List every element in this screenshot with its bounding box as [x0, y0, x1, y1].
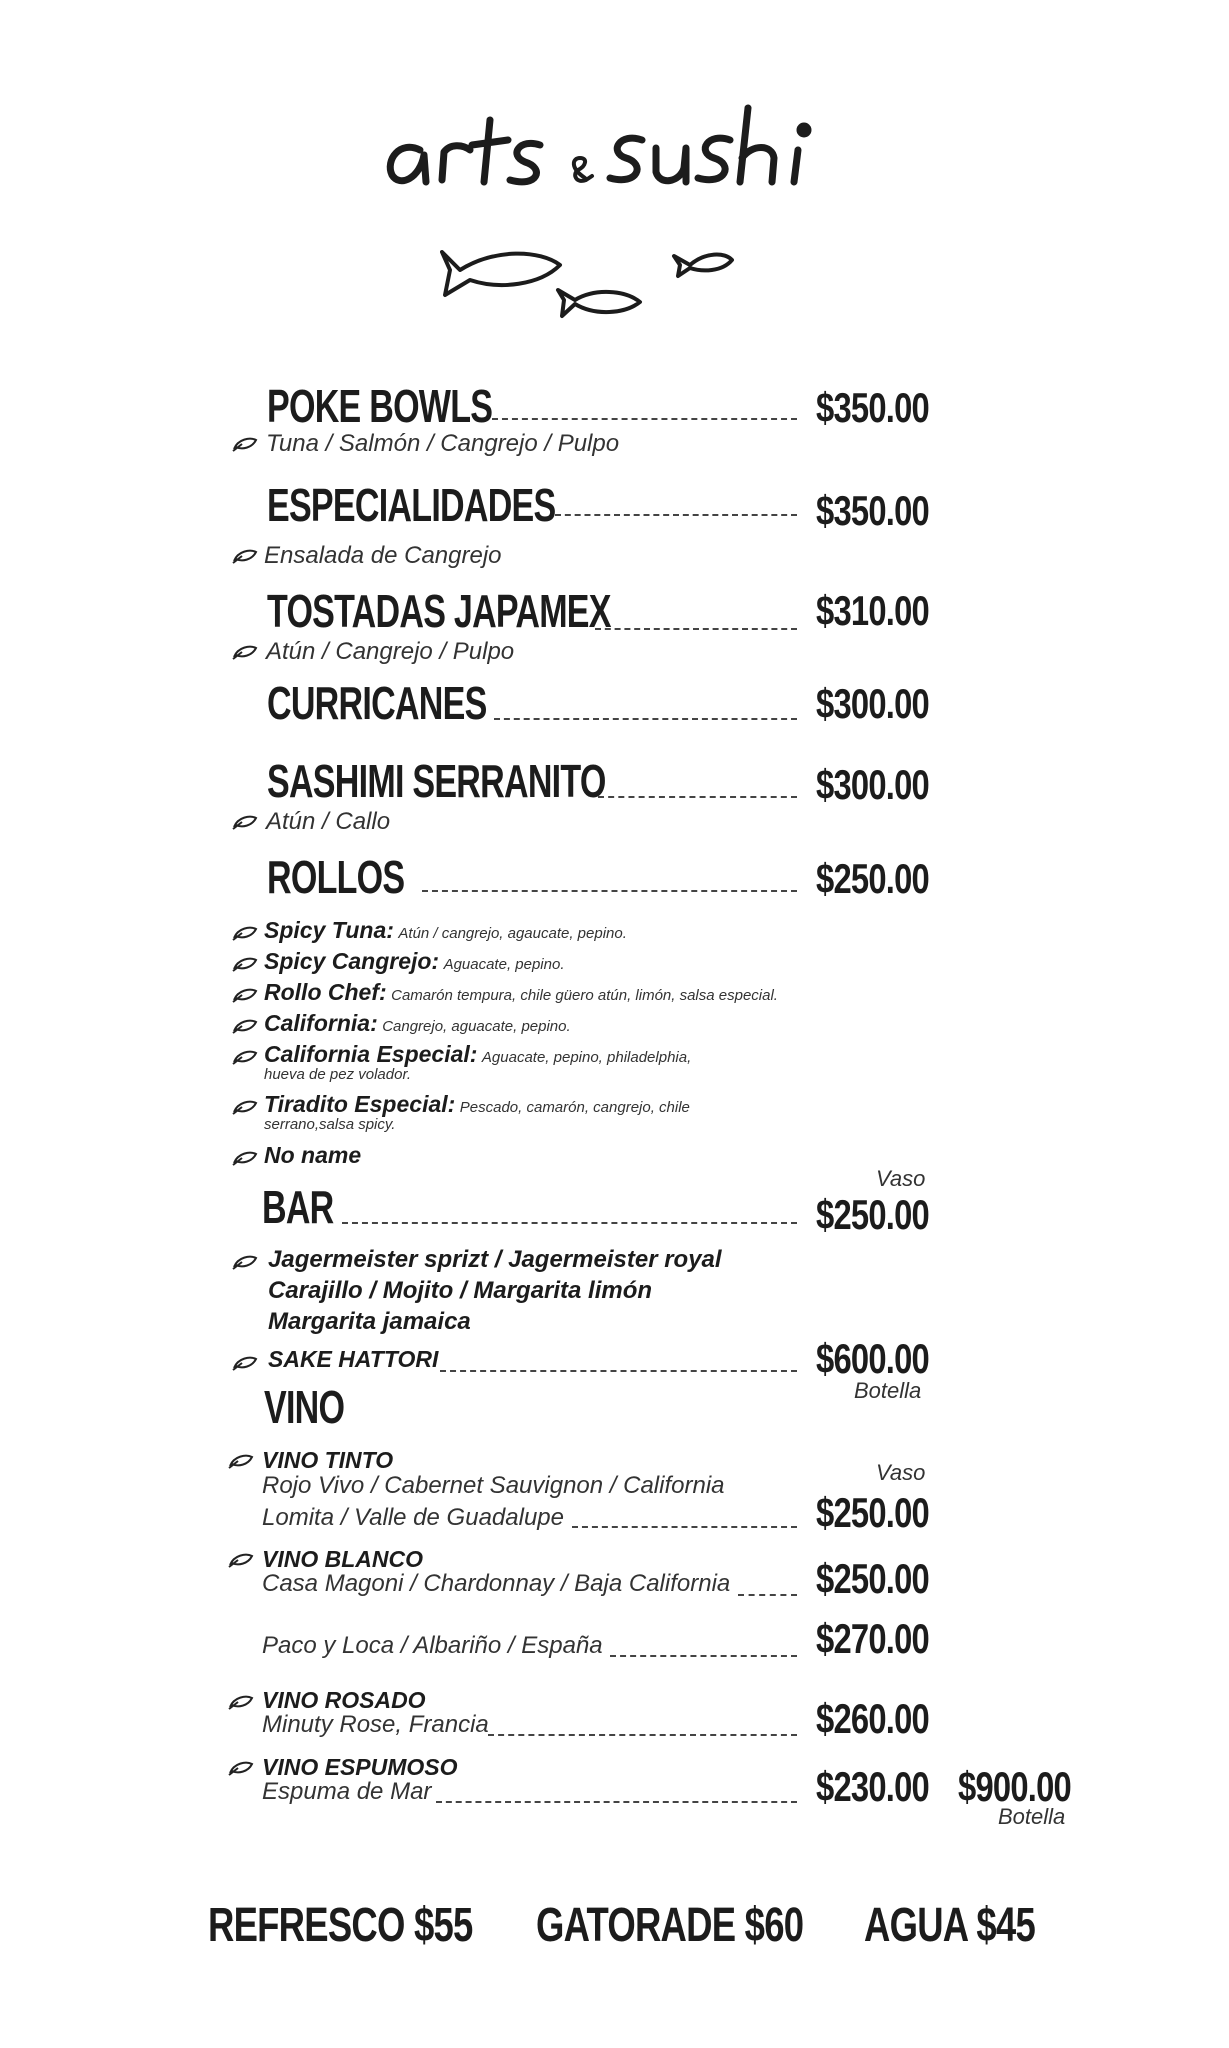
dot-leader: [342, 1222, 797, 1224]
leaf-icon: [232, 548, 258, 564]
vino-blanco-label: VINO BLANCO: [262, 1546, 423, 1572]
leaf-icon: [228, 1694, 254, 1710]
poke-bowls-options: Tuna / Salmón / Cangrejo / Pulpo: [266, 430, 620, 457]
vino-blanco-line: Paco y Loca / Albariño / España: [262, 1632, 603, 1659]
agua-price: AGUA $45: [864, 1899, 1035, 1952]
category-especialidades: ESPECIALIDADES: [267, 479, 556, 531]
leaf-icon: [232, 1099, 258, 1115]
rollo-item: Rollo Chef: Camarón tempura, chile güero atún, limón, salsa especial.: [264, 979, 778, 1005]
vino-rosado-line: Minuty Rose, Francia: [262, 1711, 489, 1738]
bar-drinks-line: Jagermeister sprizt / Jagermeister royal: [268, 1246, 722, 1273]
price-bar: $250.00: [816, 1191, 929, 1238]
rollo-item: California Especial: Aguacate, pepino, philadelphia, hueva de pez volador.: [264, 1041, 692, 1083]
category-bar: BAR: [262, 1181, 334, 1233]
price-sake: $600.00: [816, 1335, 929, 1382]
category-poke-bowls: POKE BOWLS: [267, 380, 493, 432]
leaf-icon: [232, 1355, 258, 1371]
fish-illustration: [440, 240, 760, 340]
dot-leader: [738, 1594, 797, 1596]
leaf-icon: [232, 956, 258, 972]
price-vino-blanco-2: $270.00: [816, 1615, 929, 1662]
sashimi-options: Atún / Callo: [266, 808, 391, 835]
leaf-icon: [232, 925, 258, 941]
category-vino: VINO: [264, 1381, 345, 1433]
dot-leader: [492, 418, 797, 420]
arts-and-sushi-logo: [380, 100, 850, 210]
leaf-icon: [232, 1150, 258, 1166]
dot-leader: [610, 1655, 797, 1657]
dot-leader: [555, 514, 797, 516]
vino-espumoso-label: VINO ESPUMOSO: [262, 1754, 458, 1780]
leaf-icon: [228, 1760, 254, 1776]
sake-botella-note: Botella: [854, 1378, 922, 1403]
sake-hattori: SAKE HATTORI: [268, 1346, 439, 1372]
dot-leader: [422, 890, 797, 892]
rollo-item: No name: [264, 1142, 362, 1168]
vino-tinto-label: VINO TINTO: [262, 1447, 394, 1473]
price-curricanes: $300.00: [816, 680, 929, 727]
refresco-price: REFRESCO $55: [208, 1899, 473, 1952]
rollo-item: Spicy Cangrejo: Aguacate, pepino.: [264, 948, 565, 974]
price-vino-espumoso-botella: $900.00: [958, 1763, 1071, 1810]
rollo-item: California: Cangrejo, aguacate, pepino.: [264, 1010, 571, 1036]
dot-leader: [436, 1801, 797, 1803]
dot-leader: [488, 1734, 797, 1736]
rollo-item: Tiradito Especial: Pescado, camarón, cangrejo, chile serrano,salsa spicy.: [264, 1091, 690, 1133]
dot-leader: [494, 718, 797, 720]
price-vino-espumoso: $230.00: [816, 1763, 929, 1810]
price-vino-tinto: $250.00: [816, 1489, 929, 1536]
leaf-icon: [232, 644, 258, 660]
leaf-icon: [232, 436, 258, 452]
price-poke-bowls: $350.00: [816, 384, 929, 431]
category-curricanes: CURRICANES: [267, 677, 487, 729]
vino-espumoso-line: Espuma de Mar: [262, 1778, 432, 1805]
bar-vaso-note: Vaso: [876, 1166, 926, 1191]
leaf-icon: [232, 1049, 258, 1065]
bar-drinks: [268, 1244, 722, 1337]
price-vino-rosado: $260.00: [816, 1695, 929, 1742]
leaf-icon: [232, 987, 258, 1003]
vino-rosado-label: VINO ROSADO: [262, 1687, 426, 1713]
price-tostadas-japamex: $310.00: [816, 587, 929, 634]
category-rollos: ROLLOS: [267, 851, 405, 903]
category-tostadas-japamex: TOSTADAS JAPAMEX: [267, 585, 611, 637]
rollo-item: Spicy Tuna: Atún / cangrejo, agaucate, pepino.: [264, 917, 627, 943]
leaf-icon: [228, 1453, 254, 1469]
especialidades-options: Ensalada de Cangrejo: [264, 542, 502, 569]
price-especialidades: $350.00: [816, 487, 929, 534]
dot-leader: [598, 796, 797, 798]
dot-leader: [572, 1526, 797, 1528]
dot-leader: [440, 1370, 797, 1372]
vino-tinto-vaso-note: Vaso: [876, 1460, 926, 1485]
category-sashimi-serranito: SASHIMI SERRANITO: [267, 755, 606, 807]
tostadas-options: Atún / Cangrejo / Pulpo: [266, 638, 515, 665]
bar-drinks-line: Carajillo / Mojito / Margarita limón: [268, 1277, 653, 1304]
dot-leader: [595, 628, 797, 630]
espumoso-botella-note: Botella: [998, 1804, 1066, 1829]
price-rollos: $250.00: [816, 855, 929, 902]
vino-tinto-line: Rojo Vivo / Cabernet Sauvignon / California: [262, 1472, 725, 1499]
vino-blanco-line: Casa Magoni / Chardonnay / Baja California: [262, 1570, 731, 1597]
vino-tinto-line: Lomita / Valle de Guadalupe: [262, 1504, 564, 1531]
leaf-icon: [232, 1254, 258, 1270]
bar-drinks-line: Margarita jamaica: [268, 1308, 471, 1335]
price-sashimi-serranito: $300.00: [816, 761, 929, 808]
leaf-icon: [232, 1018, 258, 1034]
gatorade-price: GATORADE $60: [536, 1899, 804, 1952]
leaf-icon: [232, 814, 258, 830]
price-vino-blanco: $250.00: [816, 1555, 929, 1602]
leaf-icon: [228, 1552, 254, 1568]
